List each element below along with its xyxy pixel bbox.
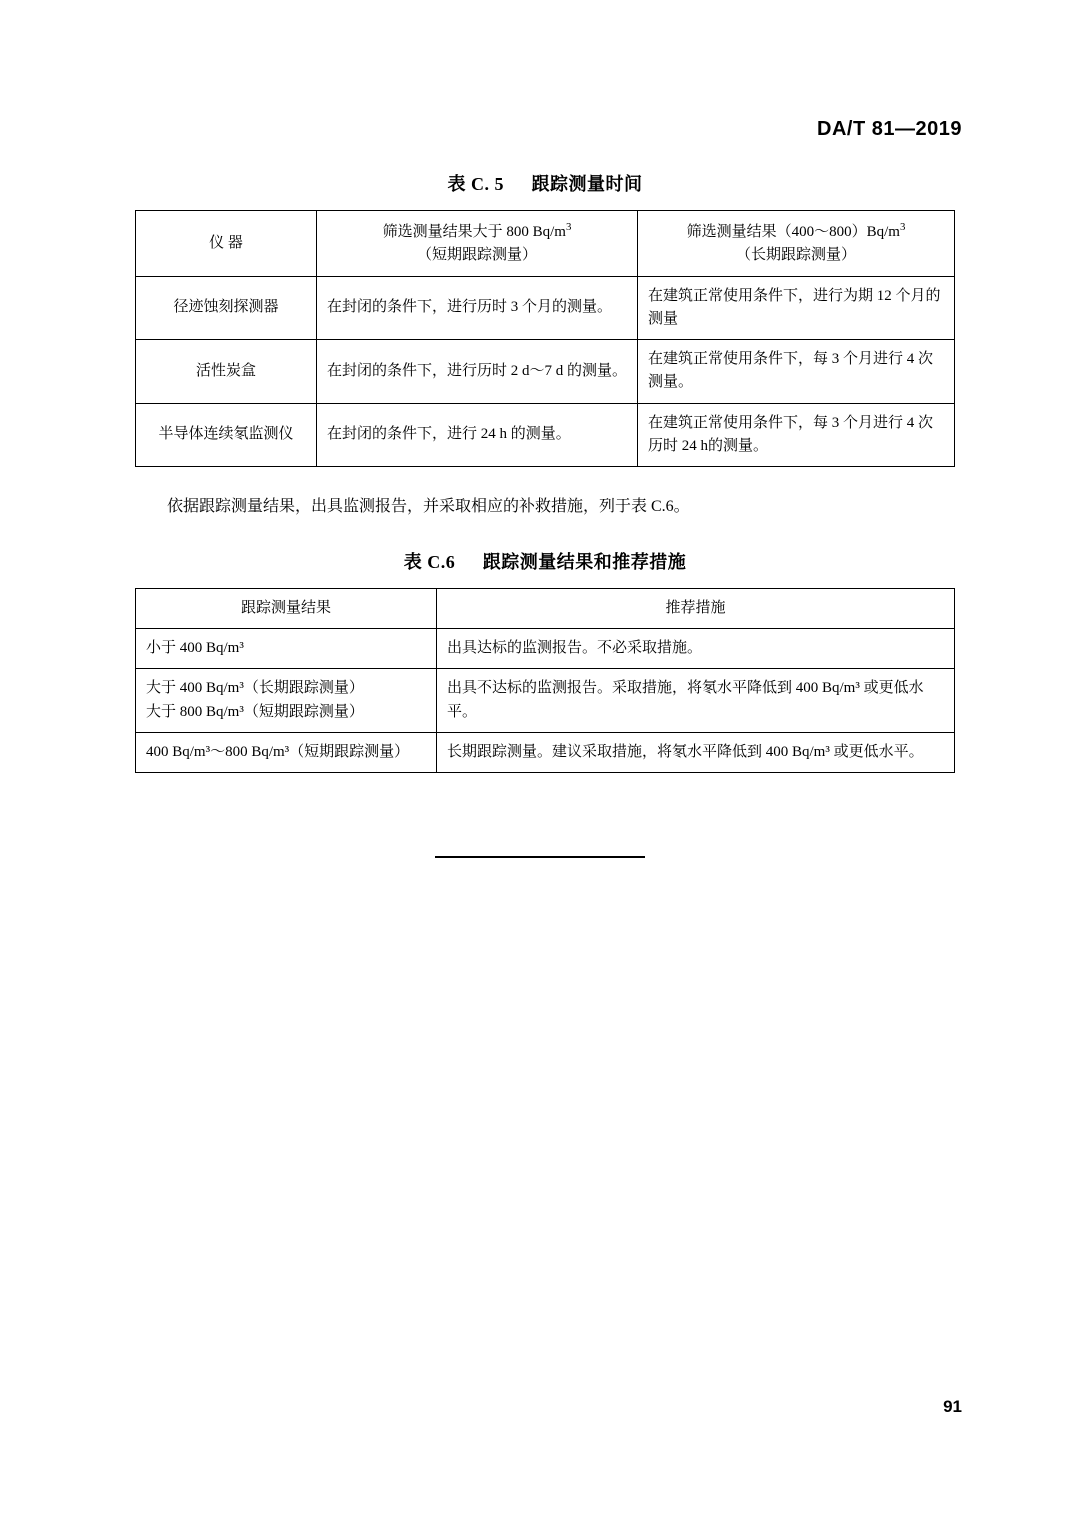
table-c6-header-measure: 推荐措施	[437, 588, 955, 628]
cell-instrument: 径迹蚀刻探测器	[136, 276, 317, 340]
cell-long-term: 在建筑正常使用条件下，每 3 个月进行 4 次历时 24 h的测量。	[638, 403, 955, 467]
header-short-term-line2: （短期跟踪测量）	[416, 247, 537, 264]
page-header-standard-code: DA/T 81—2019	[817, 118, 962, 140]
table-row	[136, 340, 955, 404]
cell-instrument: 半导体连续氡监测仪	[136, 403, 317, 467]
cell-measure: 长期跟踪测量。建议采取措施，将氡水平降低到 400 Bq/m³ 或更低水平。	[437, 732, 955, 772]
cell-measure: 出具不达标的监测报告。采取措施，将氡水平降低到 400 Bq/m³ 或更低水平。	[437, 669, 955, 733]
cell-result-line1: 大于 400 Bq/m³（长期跟踪测量）	[146, 680, 364, 697]
table-row	[136, 732, 955, 772]
table-c5-caption-label: 表 C. 5	[447, 174, 504, 194]
table-c5-header-long-term	[638, 211, 955, 277]
header-long-term-line1: 筛选测量结果（400～800）Bq/m	[686, 224, 900, 240]
table-header-row	[136, 211, 955, 277]
body-paragraph: 依据跟踪测量结果，出具监测报告，并采取相应的补救措施，列于表 C.6。	[167, 498, 690, 515]
cell-short-term: 在封闭的条件下，进行历时 3 个月的测量。	[317, 276, 638, 340]
cell-short-term: 在封闭的条件下，进行 24 h 的测量。	[317, 403, 638, 467]
table-c5	[135, 210, 955, 467]
table-c5-caption	[135, 170, 955, 196]
unit-exponent: 3	[565, 221, 572, 233]
header-long-term-line2: （长期跟踪测量）	[735, 247, 856, 264]
section-end-rule	[435, 856, 645, 858]
cell-result: 小于 400 Bq/m³	[136, 629, 437, 669]
cell-measure: 出具达标的监测报告。不必采取措施。	[437, 629, 955, 669]
cell-long-term: 在建筑正常使用条件下，进行为期 12 个月的测量	[638, 276, 955, 340]
table-c5-caption-title: 跟踪测量时间	[531, 174, 643, 194]
table-c6-caption	[135, 548, 955, 574]
page-number: 91	[943, 1397, 962, 1416]
header-text-instrument: 仪 器	[209, 234, 243, 251]
table-c6-caption-title: 跟踪测量结果和推荐措施	[482, 551, 687, 572]
table-header-row	[136, 588, 955, 628]
table-row	[136, 629, 955, 669]
cell-result: 400 Bq/m³～800 Bq/m³（短期跟踪测量）	[136, 732, 437, 772]
page-content	[135, 170, 955, 773]
table-row	[136, 403, 955, 467]
table-c6-header-result: 跟踪测量结果	[136, 588, 437, 628]
table-c5-header-instrument	[136, 211, 317, 277]
table-c6	[135, 588, 955, 773]
cell-result-line2: 大于 800 Bq/m³（短期跟踪测量）	[146, 703, 364, 720]
table-c5-header-short-term	[317, 211, 638, 277]
unit-exponent: 3	[899, 221, 906, 233]
table-row	[136, 276, 955, 340]
cell-result	[136, 669, 437, 733]
table-c6-caption-label: 表 C.6	[403, 551, 456, 572]
cell-short-term: 在封闭的条件下，进行历时 2 d～7 d 的测量。	[317, 340, 638, 404]
cell-long-term: 在建筑正常使用条件下，每 3 个月进行 4 次测量。	[638, 340, 955, 404]
table-row	[136, 669, 955, 733]
cell-instrument: 活性炭盒	[136, 340, 317, 404]
header-short-term-line1: 筛选测量结果大于 800 Bq/m	[382, 224, 566, 240]
